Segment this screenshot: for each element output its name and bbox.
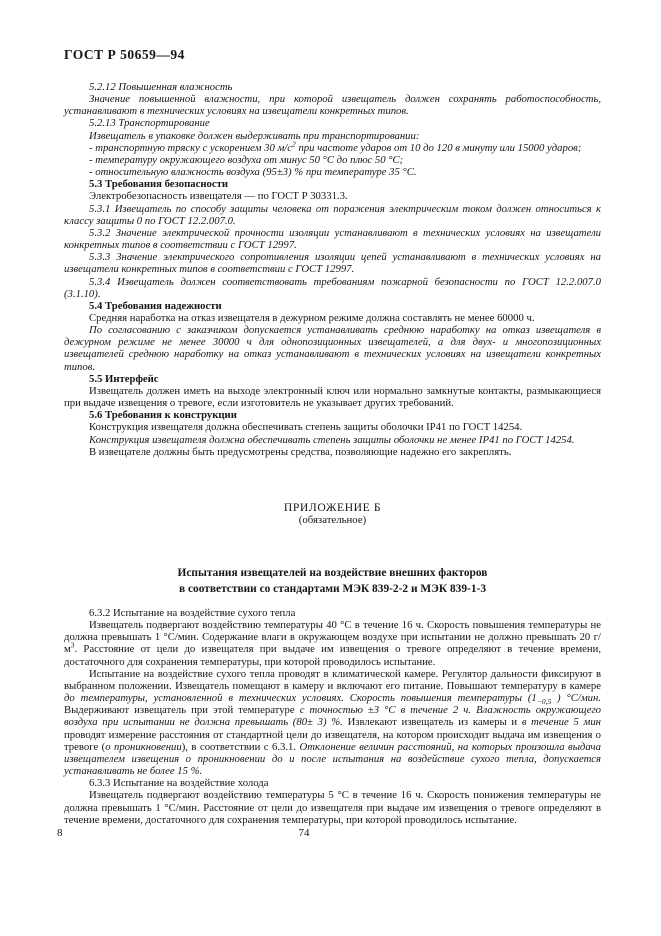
text-run: ), в соответствии с 6.3.1. — [181, 740, 300, 753]
main-section — [64, 81, 601, 458]
text-run: Конструкция извещателя должна обеспечивать степень защиты оболочки не менее IP41 по ГОСТ 14254. — [89, 433, 575, 446]
text-run: проводят измерение расстояния от стандартной цели до извещателя, на котором происходит выдача им извещения о тревоге ( — [64, 728, 601, 753]
clause-5-3-3-text — [64, 251, 601, 275]
clause-5-5-text — [64, 385, 601, 409]
clause-5-4-heading — [64, 300, 601, 312]
text-run: Извещатель подвергают воздействию температуры 40 °С в течение 16 ч. Скорость повышения температуры не должна превышать 1 °С/мин. Содержание влаги в окружающем воздухе при испытании не должно превышать 20 г/м — [64, 619, 601, 656]
text-run: 5.2.13 Транспортирование — [89, 117, 210, 130]
transport-list-item-1 — [64, 139, 601, 154]
clause-5-6-text-1 — [64, 421, 601, 433]
text-run: 5.6 Требования к конструкции — [89, 409, 237, 422]
transport-list-item-3 — [64, 166, 601, 178]
text-run: 5.3.4 Извещатель должен соответствовать требованиям пожарной безопасности по ГОСТ 12.2.007.0 (3.1.10). — [64, 275, 601, 300]
text-run: Извещатель подвергают воздействию температуры 5 °С в течение 16 ч. Скорость понижения температуры не должна превышать 1 °С/мин. Расстояние от цели до извещателя при выдаче им извещения о тревоге определяют в течение времени, достаточного для сохранения температуры, при которой проводилось испытание. — [64, 789, 601, 826]
text-run: . Расстояние от цели до извещателя при выдаче им извещения о тревоге определяют в течение времени, достаточного для сохранения температуры, при которой проводилось испытание. — [64, 643, 601, 668]
footer-page-number-center: 74 — [298, 827, 310, 839]
text-run: По согласованию с заказчиком допускается устанавливать среднюю наработку на отказ извещателя в дежурном режиме не менее 30000 ч для однопозиционных извещателей, а для двух- и многопозиционных извещателей среднюю наработку на отказ устанавливают в технических условиях на извещатели конкретных типов. — [64, 324, 601, 373]
text-run: 6.3.2 Испытание на воздействие сухого тепла — [89, 607, 296, 619]
text-run: Отклонение величин расстояний, на которых произошла выдача извещателем извещения о проникновении до и после испытания на воздействие сухого тепла, допускается устанавливать не более 15 %. — [64, 740, 601, 778]
text-run: −0,5 — [536, 697, 552, 707]
text-run: с точностью ±3 °С в течение 2 ч. Влажность окружающего воздуха при испытании не должна превышать (80± 3) %. — [64, 704, 601, 729]
clause-5-3-4-text — [64, 276, 601, 300]
standard-number-header: ГОСТ Р 50659—94 — [64, 47, 185, 62]
text-run: Испытание на воздействие сухого тепла проводят в климатической камере. Регулятор дальности фиксируют в выбранном положении. Извещатель помещают в камеру и включают его питание. Повышают температуру в камере — [64, 667, 601, 692]
appendix-title-line1: Испытания извещателей на воздействие внешних факторов — [177, 567, 488, 579]
text-run: 3 — [70, 640, 75, 650]
clause-6-3-3-heading — [64, 777, 601, 789]
appendix-section — [64, 607, 601, 826]
clause-5-2-13-heading — [64, 117, 601, 129]
text-run: 5.3.2 Значение электрической прочности изоляции устанавливают в технических условиях на извещатели конкретных типов в соответствии с ГОСТ 12997. — [64, 226, 601, 252]
text-run: 6.3.3 Испытание на воздействие холода — [89, 777, 269, 790]
clause-5-6-text-2 — [64, 434, 601, 446]
transport-list-item-2 — [64, 154, 601, 166]
clause-5-4-text-2 — [64, 324, 601, 373]
clause-5-3-heading — [64, 178, 601, 190]
clause-5-2-13-text — [64, 130, 601, 142]
clause-5-2-12-text — [64, 93, 601, 117]
text-run: Извещатель должен иметь на выходе электронный ключ или нормально замкнутые контакты, размыкающиеся при выдаче извещения о тревоге, если изготовитель не указывает других требований. — [64, 384, 601, 410]
text-run: 5.3 Требования безопасности — [89, 178, 229, 191]
clause-6-3-3-text — [64, 789, 601, 825]
text-run: Извещатель в упаковке должен выдерживать при транспортировании: — [89, 129, 420, 142]
appendix-label: ПРИЛОЖЕНИЕ Б — [283, 501, 382, 514]
text-run: Средняя наработка на отказ извещателя в дежурном режиме должна составлять не менее 60000 ч. — [89, 311, 535, 324]
clause-5-6-text-3 — [64, 446, 601, 458]
appendix-heading — [64, 501, 601, 526]
text-run: 5.4 Требования надежности — [89, 299, 222, 312]
text-run: В извещателе должны быть предусмотрены средства, позволяющие надежно его закреплять. — [89, 445, 512, 458]
text-run: до температуры, установленной в технических условиях. Скорость повышения температуры (1 — [64, 692, 537, 705]
text-run: 2 — [292, 139, 296, 149]
clause-5-3-1-text — [64, 203, 601, 227]
clause-5-4-text-1 — [64, 312, 601, 324]
clause-6-3-2-text-1 — [64, 619, 601, 668]
clause-6-3-2-heading — [64, 607, 601, 619]
appendix-title — [64, 566, 601, 597]
clause-6-3-2-text-2 — [64, 668, 601, 777]
text-run: Электробезопасность извещателя — по ГОСТ Р 30331.3. — [89, 190, 348, 203]
text-run: - температуру окружающего воздуха от минус 50 °С до плюс 50 °С; — [89, 153, 404, 166]
text-run: - относительную влажность воздуха (95±3) % при температуре 35 °С. — [89, 166, 417, 179]
appendix-title-line2: в соответствии со стандартами МЭК 839-2-2 и МЭК 839-1-3 — [178, 582, 487, 595]
text-run: при частоте ударов от 10 до 120 в минуту или 15000 ударов; — [295, 141, 582, 154]
text-run: Конструкция извещателя должна обеспечивать степень защиты оболочки IP41 по ГОСТ 14254. — [89, 421, 523, 434]
text-run: 5.5 Интерфейс — [89, 372, 159, 385]
clause-5-2-12-heading — [64, 81, 601, 93]
footer-page-number-left: 8 — [57, 827, 63, 839]
clause-5-3-text — [64, 190, 601, 202]
text-run: - транспортную тряску с ускорением 30 м/с — [89, 141, 293, 154]
clause-5-6-heading — [64, 409, 601, 421]
clause-5-5-heading — [64, 373, 601, 385]
text-run: Извлекают извещатель из камеры и — [347, 716, 522, 729]
text-run: в течение 5 мин — [521, 716, 601, 729]
appendix-sublabel: (обязательное) — [298, 514, 367, 526]
text-run: 5.3.1 Извещатель по способу защиты человека от поражения электрическим током должен относиться к классу защиты 0 по ГОСТ 12.2.007.0. — [64, 202, 601, 227]
text-run: ) °С/мин. — [551, 692, 601, 705]
text-run: 5.2.12 Повышенная влажность — [89, 81, 233, 93]
text-run: Значение повышенной влажности, при которой извещатель должен сохранять работоспособность, устанавливают в технических условиях на извещатели конкретных типов. — [64, 93, 601, 118]
text-run: 5.3.3 Значение электрического сопротивления изоляции цепей устанавливают в технических условиях на извещатели конкретных типов в соответствии с ГОСТ 12997. — [64, 251, 601, 276]
text-run: о проникновении — [105, 740, 182, 753]
text-run: Выдерживают извещатель при этой температуре — [64, 704, 300, 717]
clause-5-3-2-text — [64, 227, 601, 251]
